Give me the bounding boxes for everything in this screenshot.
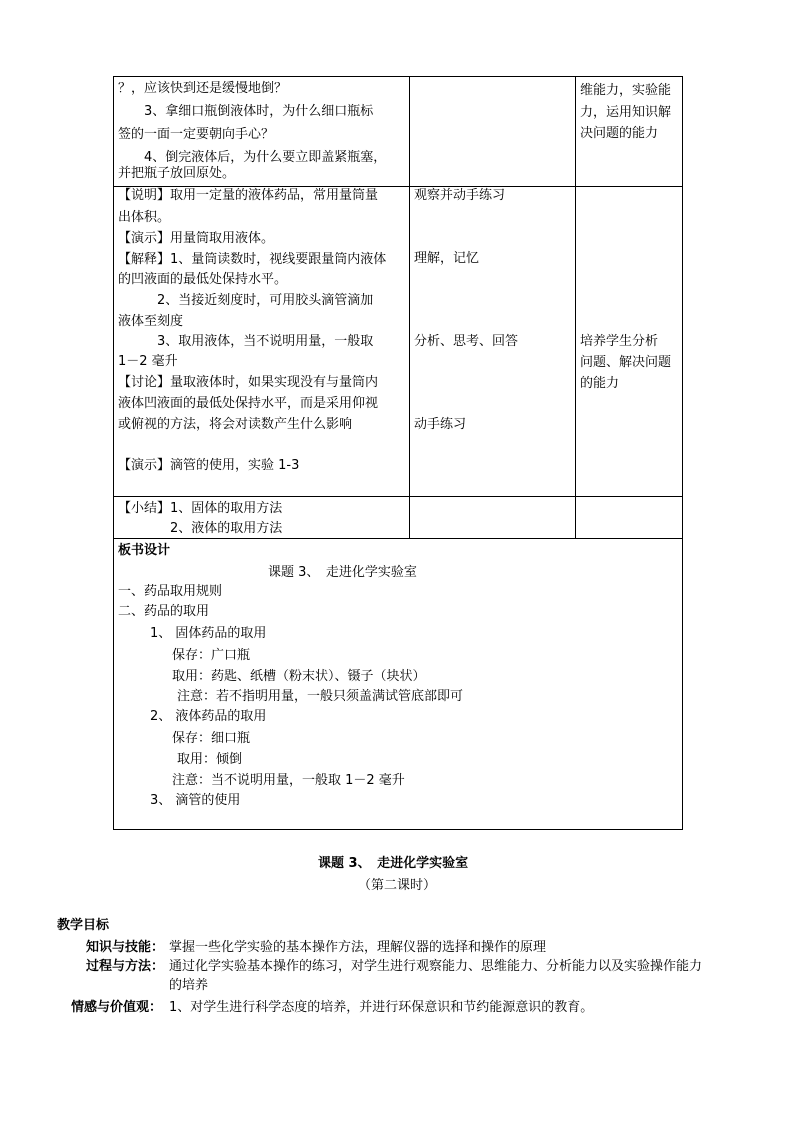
- goal-text-knowledge: 掌握一些化学实验的基本操作方法，理解仪器的选择和操作的原理: [169, 940, 547, 955]
- goal-text-process-cont: 的培养: [169, 978, 209, 993]
- row2-text-line: 的凹液面的最低处保持水平。: [118, 272, 288, 287]
- board-line: 2、 液体药品的取用: [150, 709, 267, 724]
- board-line: 注意：若不指明用量，一般只须盖满试管底部即可: [177, 689, 464, 704]
- board-heading: 板书设计: [118, 543, 171, 558]
- row2-text-line: 【演示】用量筒取用液体。: [118, 231, 275, 246]
- row3-student-cell: [410, 497, 576, 539]
- goals-heading: 教学目标: [57, 918, 110, 933]
- row2-text-line: 1－2 毫升: [118, 354, 178, 369]
- goal-label-process: 过程与方法：: [86, 959, 165, 974]
- row2-text-line: 液体至刻度: [118, 314, 184, 329]
- summary-line: 2、液体的取用方法: [118, 521, 283, 536]
- row2-student-line: 观察并动手练习: [414, 188, 506, 203]
- board-line: 1、 固体药品的取用: [150, 626, 267, 641]
- goal-label-knowledge: 知识与技能：: [86, 940, 165, 955]
- row1-text-line: 4、倒完液体后，为什么要立即盖紧瓶塞，: [118, 150, 387, 165]
- row2-text-line: 【演示】滴管的使用，实验 1-3: [118, 458, 300, 473]
- board-line: 保存：细口瓶: [172, 731, 251, 746]
- row1-text-line: 3、拿细口瓶倒液体时，为什么细口瓶标: [118, 104, 374, 119]
- row2-text-line: 【说明】取用一定量的液体药品，常用量筒量: [118, 188, 379, 203]
- row1-text-line: ？，应该快到还是缓慢地倒？: [118, 81, 288, 96]
- row2-text-line: 3、取用液体，当不说明用量，一般取: [118, 334, 374, 349]
- row2-text-line: 液体凹液面的最低处保持水平，而是采用仰视: [118, 396, 379, 411]
- row2-text-line: 【解释】1、量筒读数时，视线要跟量筒内液体: [118, 252, 387, 267]
- board-line: 取用：药匙、纸槽（粉末状）、镊子（块状）: [172, 669, 426, 684]
- lesson-subtitle: （第二课时）: [358, 878, 437, 893]
- lesson-title: 课题 3、 走进化学实验室: [318, 856, 469, 871]
- row2-intent-line: 的能力: [580, 376, 620, 391]
- row2-intent-line: 问题、解决问题: [580, 355, 672, 370]
- goal-text-process: 通过化学实验基本操作的练习，对学生进行观察能力、思维能力、分析能力以及实验操作能力: [169, 959, 703, 974]
- board-line: 一、药品取用规则: [118, 584, 223, 599]
- row1-intent-line: 维能力，实验能: [580, 83, 672, 98]
- row1-student-cell: [410, 77, 576, 187]
- row2-student-line: 理解，记忆: [414, 251, 480, 266]
- board-line: 取用：倾倒: [177, 752, 243, 767]
- summary-line: 【小结】1、固体的取用方法: [118, 501, 283, 516]
- row2-text-line: 出体积。: [118, 210, 171, 225]
- row2-text-line: 2、当接近刻度时，可用胶头滴管滴加: [118, 293, 374, 308]
- goal-text-emotion: 1、对学生进行科学态度的培养，并进行环保意识和节约能源意识的教育。: [169, 1000, 594, 1015]
- row2-student-line: 动手练习: [414, 417, 467, 432]
- row1-text-line: 并把瓶子放回原处。: [118, 166, 236, 181]
- row3-intent-cell: [576, 497, 683, 539]
- row2-intent-line: 培养学生分析: [580, 334, 659, 349]
- row1-intent-line: 决问题的能力: [580, 126, 659, 141]
- board-line: 二、药品的取用: [118, 604, 210, 619]
- board-line: 注意：当不说明用量，一般取 1－2 毫升: [172, 773, 405, 788]
- board-title: 课题 3、 走进化学实验室: [268, 565, 417, 580]
- row2-student-line: 分析、思考、回答: [414, 334, 519, 349]
- row2-text-line: 【讨论】量取液体时，如果实现没有与量筒内: [118, 375, 379, 390]
- row1-intent-line: 力，运用知识解: [580, 105, 672, 120]
- row2-text-line: 或俯视的方法，将会对读数产生什么影响: [118, 417, 353, 432]
- row1-text-line: 签的一面一定要朝向手心？: [118, 127, 275, 142]
- goal-label-emotion: 情感与价值观：: [71, 1000, 163, 1015]
- board-line: 3、 滴管的使用: [150, 793, 241, 808]
- board-line: 保存：广口瓶: [172, 648, 251, 663]
